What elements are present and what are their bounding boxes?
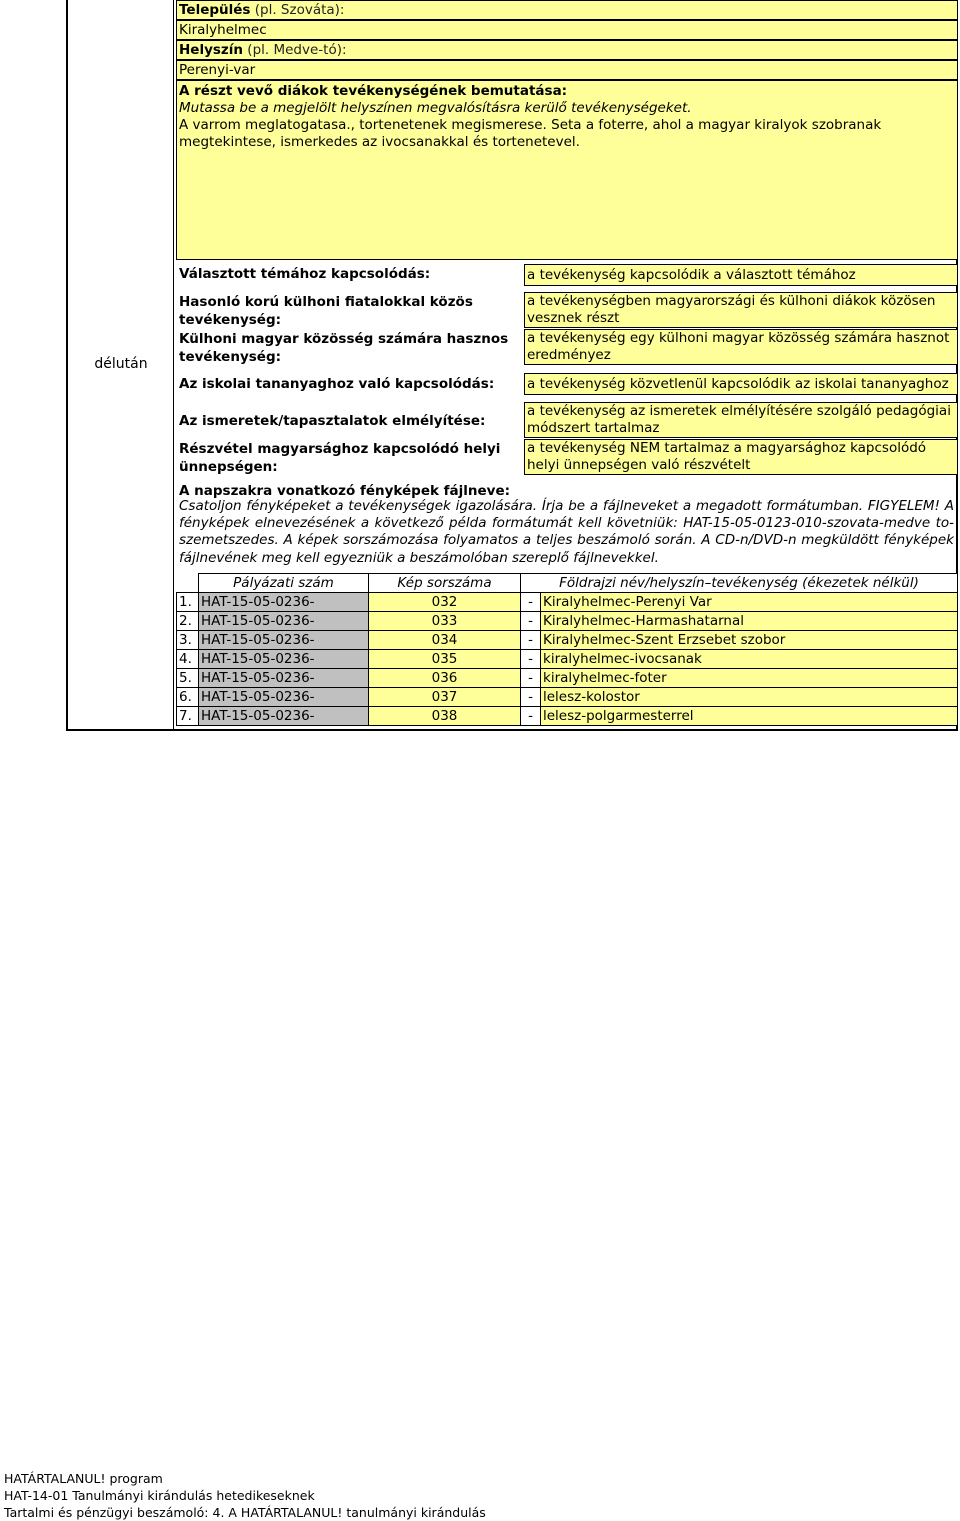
daypart-label: délután xyxy=(94,356,148,372)
activity-description-box[interactable] xyxy=(176,80,958,260)
photo-row-number: 1. xyxy=(177,593,199,612)
photo-row-place[interactable]: Kiralyhelmec-Harmashatarnal xyxy=(541,612,958,631)
photo-row-image-number[interactable]: 035 xyxy=(369,650,521,669)
photo-row-tender-code: HAT-15-05-0236- xyxy=(199,707,369,726)
settlement-label xyxy=(176,0,958,20)
footer-report: Tartalmi és pénzügyi beszámoló: 4. A HATÁRTALANUL! tanulmányi kirándulás xyxy=(4,1505,486,1520)
connection-value-peers[interactable]: a tevékenységben magyarországi és külhoni diákok közösen vesznek részt xyxy=(524,292,958,328)
photo-row-number: 4. xyxy=(177,650,199,669)
connection-value-theme[interactable]: a tevékenység kapcsolódik a választott témához xyxy=(524,264,958,286)
photo-row-image-number[interactable]: 036 xyxy=(369,669,521,688)
photo-header-tender: Pályázati szám xyxy=(199,574,369,593)
photo-row-number: 3. xyxy=(177,631,199,650)
photo-row-number: 5. xyxy=(177,669,199,688)
connection-label-curriculum: Az iskolai tananyaghoz való kapcsolódás: xyxy=(179,376,495,392)
photo-table-row xyxy=(177,612,958,631)
photo-row-separator: - xyxy=(521,688,541,707)
activity-heading: A részt vevő diákok tevékenységének bemutatása: xyxy=(179,83,568,99)
photos-title: A napszakra vonatkozó fényképek fájlneve: xyxy=(179,483,511,499)
location-field[interactable]: Perenyi-var xyxy=(176,60,958,80)
photo-row-place[interactable]: lelesz-polgarmesterrel xyxy=(541,707,958,726)
photo-row-place[interactable]: lelesz-kolostor xyxy=(541,688,958,707)
photo-table-header xyxy=(177,574,958,593)
connection-value-curriculum[interactable]: a tevékenység közvetlenül kapcsolódik az iskolai tananyaghoz xyxy=(524,373,958,395)
connection-label-celebration: Részvétel magyarsághoz kapcsolódó helyi ünnepségen: xyxy=(179,441,501,475)
settlement-label-hint: (pl. Szováta): xyxy=(250,2,345,18)
photo-row-place[interactable]: kiralyhelmec-foter xyxy=(541,669,958,688)
photo-row-tender-code: HAT-15-05-0236- xyxy=(199,593,369,612)
photo-row-image-number[interactable]: 033 xyxy=(369,612,521,631)
photo-row-image-number[interactable]: 032 xyxy=(369,593,521,612)
photo-row-separator: - xyxy=(521,650,541,669)
activity-instruction: Mutassa be a megjelölt helyszínen megvalósításra kerülő tevékenységeket. xyxy=(179,100,692,116)
connection-value-deepening[interactable]: a tevékenység az ismeretek elmélyítésére szolgáló pedagógiai módszert tartalmaz xyxy=(524,402,958,438)
photo-row-image-number[interactable]: 038 xyxy=(369,707,521,726)
photo-row-number: 2. xyxy=(177,612,199,631)
photo-row-separator: - xyxy=(521,593,541,612)
photo-table-row xyxy=(177,631,958,650)
photo-row-place[interactable]: Kiralyhelmec-Perenyi Var xyxy=(541,593,958,612)
photo-row-image-number[interactable]: 034 xyxy=(369,631,521,650)
photos-instructions: Csatoljon fényképeket a tevékenységek igazolására. Írja be a fájlneveket a megadott formátumban. FIGYELEM! A fényképek elnevezésének a következő példa formátumát kell követniük: HAT-15-05-0123-010-szovata-medve to-szemetszedes. A képek sorszámozása folyamatos a teljes beszámoló során. A CD-n/DVD-n megküldött fényképek fájlnevének meg kell egyezniük a beszámolóban szereplő fájlnevekkel. xyxy=(179,498,954,566)
daypart-column xyxy=(68,0,174,729)
photo-filename-table xyxy=(176,573,958,726)
photo-table-row xyxy=(177,688,958,707)
connection-label-deepening: Az ismeretek/tapasztalatok elmélyítése: xyxy=(179,413,486,429)
photo-row-number: 6. xyxy=(177,688,199,707)
connection-value-community[interactable]: a tevékenység egy külhoni magyar közösség számára hasznot eredményez xyxy=(524,329,958,365)
photo-row-image-number[interactable]: 037 xyxy=(369,688,521,707)
photo-row-place[interactable]: kiralyhelmec-ivocsanak xyxy=(541,650,958,669)
photo-table-row xyxy=(177,707,958,726)
photo-row-tender-code: HAT-15-05-0236- xyxy=(199,688,369,707)
activity-description-field[interactable]: A varrom meglatogatasa., tortenetenek megismerese. Seta a foterre, ahol a magyar kiralyok szobranak megtekintese, ismerkedes az ivocsanakkal és tortenetevel. xyxy=(179,117,882,150)
photo-header-image-no: Kép sorszáma xyxy=(369,574,521,593)
photo-row-tender-code: HAT-15-05-0236- xyxy=(199,650,369,669)
footer-program: HATÁRTALANUL! program xyxy=(4,1471,163,1486)
connection-label-community: Külhoni magyar közösség számára hasznos tevékenység: xyxy=(179,331,509,365)
photo-row-number: 7. xyxy=(177,707,199,726)
photo-table-row xyxy=(177,669,958,688)
page-footer xyxy=(4,1470,486,1521)
photo-row-separator: - xyxy=(521,631,541,650)
photo-row-place[interactable]: Kiralyhelmec-Szent Erzsebet szobor xyxy=(541,631,958,650)
photo-row-tender-code: HAT-15-05-0236- xyxy=(199,669,369,688)
connection-label-peers: Hasonló korú külhoni fiatalokkal közös tevékenység: xyxy=(179,294,473,328)
photo-row-separator: - xyxy=(521,669,541,688)
location-label xyxy=(176,40,958,60)
connection-value-celebration[interactable]: a tevékenység NEM tartalmaz a magyarsághoz kapcsolódó helyi ünnepségen való részvételt xyxy=(524,439,958,475)
photo-row-tender-code: HAT-15-05-0236- xyxy=(199,612,369,631)
photo-row-tender-code: HAT-15-05-0236- xyxy=(199,631,369,650)
photo-header-blank xyxy=(177,574,199,593)
location-label-hint: (pl. Medve-tó): xyxy=(243,42,347,58)
footer-code: HAT-14-01 Tanulmányi kirándulás hetedikeseknek xyxy=(4,1488,315,1503)
photo-header-place: Földrajzi név/helyszín–tevékenység (ékezetek nélkül) xyxy=(521,574,958,593)
photo-row-separator: - xyxy=(521,612,541,631)
settlement-field[interactable]: Kiralyhelmec xyxy=(176,20,958,40)
location-label-bold: Helyszín xyxy=(179,42,244,58)
photo-table-row xyxy=(177,593,958,612)
settlement-label-bold: Település xyxy=(179,2,251,18)
connection-label-theme: Választott témához kapcsolódás: xyxy=(179,266,431,282)
photo-row-separator: - xyxy=(521,707,541,726)
photo-table-row xyxy=(177,650,958,669)
